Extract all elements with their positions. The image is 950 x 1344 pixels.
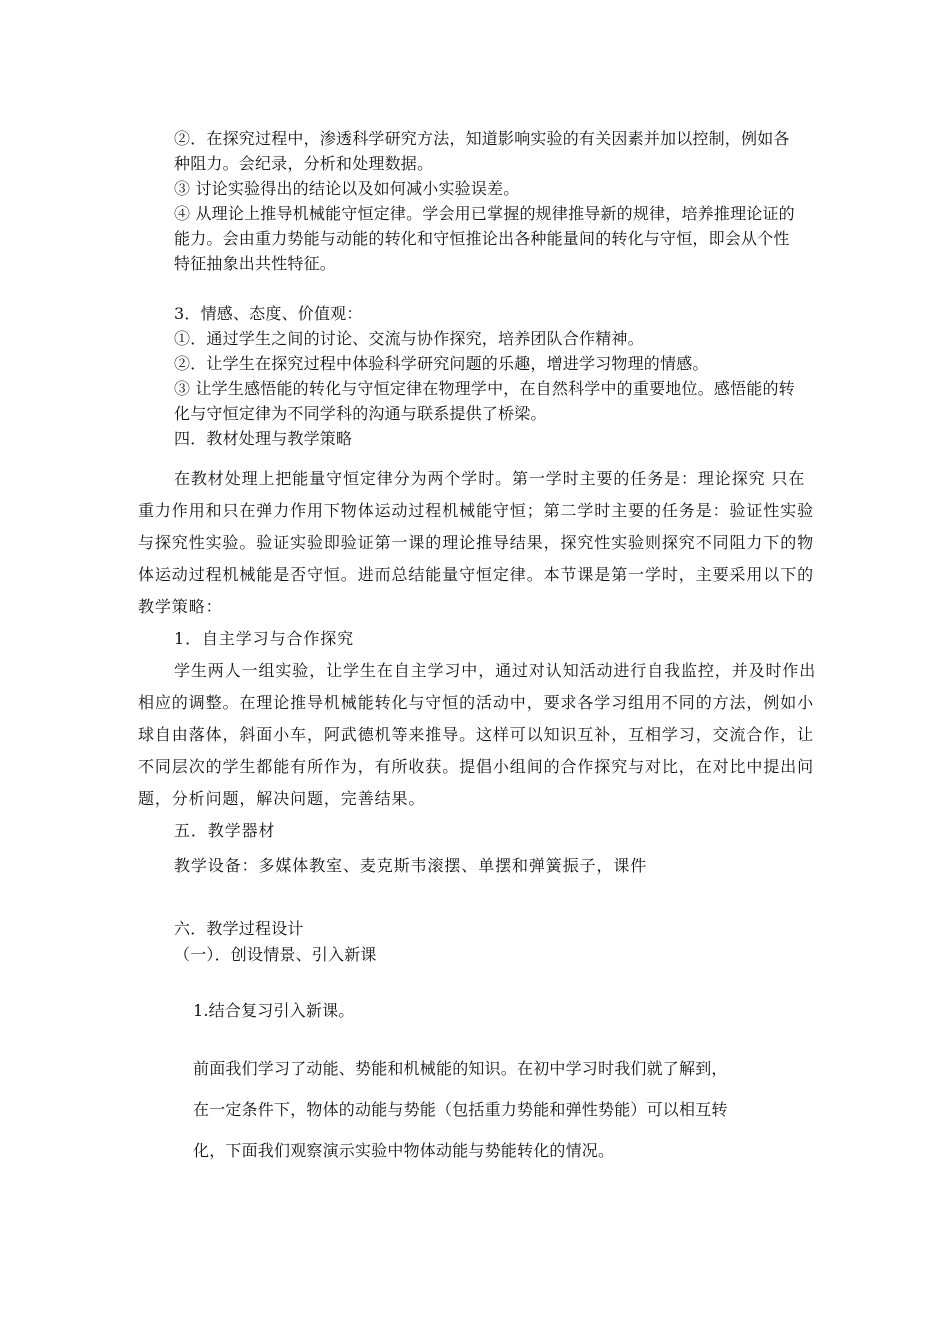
- goal-item-4-line-3: 特征抽象出共性特征。: [174, 254, 337, 273]
- goals-3-heading: 3．情感、态度、价值观：: [174, 304, 363, 323]
- section-6-text-line-1: 前面我们学习了动能、势能和机械能的知识。在初中学习时我们就了解到，: [193, 1059, 728, 1078]
- section-5-heading: 五．教学器材: [174, 821, 276, 840]
- goals-3-item-3-line-1: ③ 让学生感悟能的转化与守恒定律在物理学中，在自然科学中的重要地位。感悟能的转: [174, 379, 795, 398]
- goals-3-item-2: ②．让学生在探究过程中体验科学研究问题的乐趣，增进学习物理的情感。: [174, 354, 709, 373]
- section-5-equipment: 教学设备：多媒体教室、麦克斯韦滚摆、单摆和弹簧振子，课件: [174, 856, 648, 875]
- section-4-para-line-3: 与探究性实验。验证实验即验证第一课的理论推导结果，探究性实验则探究不同阻力下的物: [138, 533, 815, 552]
- section-4-para-line-1: 在教材处理上把能量守恒定律分为两个学时。第一学时主要的任务是：理论探究 只在: [174, 469, 806, 488]
- section-6-text-line-3: 化，下面我们观察演示实验中物体动能与势能转化的情况。: [193, 1141, 615, 1160]
- section-4-sub-1-line-4: 不同层次的学生都能有所作为，有所收获。提倡小组间的合作探究与对比，在对比中提出问: [138, 757, 815, 776]
- section-4-heading: 四．教材处理与教学策略: [174, 429, 353, 448]
- section-4-sub-1-line-5: 题，分析问题，解决问题，完善结果。: [138, 789, 426, 808]
- section-4-sub-1-line-2: 相应的调整。在理论推导机械能转化与守恒的活动中，要求各学习组用不同的方法，例如小: [138, 693, 815, 712]
- goal-item-4-line-1: ④ 从理论上推导机械能守恒定律。学会用已掌握的规律推导新的规律，培养推理论证的: [174, 204, 795, 223]
- goal-item-2-line-2: 种阻力。会纪录，分析和处理数据。: [174, 154, 434, 173]
- section-6-step-1: 1.结合复习引入新课。: [193, 1001, 355, 1020]
- section-4-sub-1-line-3: 球自由落体，斜面小车，阿武德机等来推导。这样可以知识互补，互相学习，交流合作，让: [138, 725, 815, 744]
- section-6-text-line-2: 在一定条件下，物体的动能与势能（包括重力势能和弹性势能）可以相互转: [193, 1100, 728, 1119]
- goal-item-4-line-2: 能力。会由重力势能与动能的转化和守恒推论出各种能量间的转化与守恒，即会从个性: [174, 229, 790, 248]
- section-4-para-line-2: 重力作用和只在弹力作用下物体运动过程机械能守恒；第二学时主要的任务是：验证性实验: [138, 501, 815, 520]
- section-4-para-line-4: 体运动过程机械能是否守恒。进而总结能量守恒定律。本节课是第一学时，主要采用以下的: [138, 565, 815, 584]
- section-4-sub-1-heading: 1．自主学习与合作探究: [174, 629, 355, 648]
- goal-item-2-line-1: ②．在探究过程中，渗透科学研究方法，知道影响实验的有关因素并加以控制，例如各: [174, 129, 790, 148]
- section-6-heading: 六．教学过程设计: [174, 919, 304, 938]
- goals-3-item-1: ①．通过学生之间的讨论、交流与协作探究，培养团队合作精神。: [174, 329, 644, 348]
- section-4-para-line-5: 教学策略：: [138, 597, 223, 616]
- goals-3-item-3-line-2: 化与守恒定律为不同学科的沟通与联系提供了桥梁。: [174, 404, 547, 423]
- section-4-sub-1-line-1: 学生两人一组实验，让学生在自主学习中，通过对认知活动进行自我监控，并及时作出: [174, 661, 817, 680]
- section-6-part-1-heading: （一）．创设情景、引入新课: [174, 945, 377, 964]
- goal-item-3: ③ 讨论实验得出的结论以及如何减小实验误差。: [174, 179, 520, 198]
